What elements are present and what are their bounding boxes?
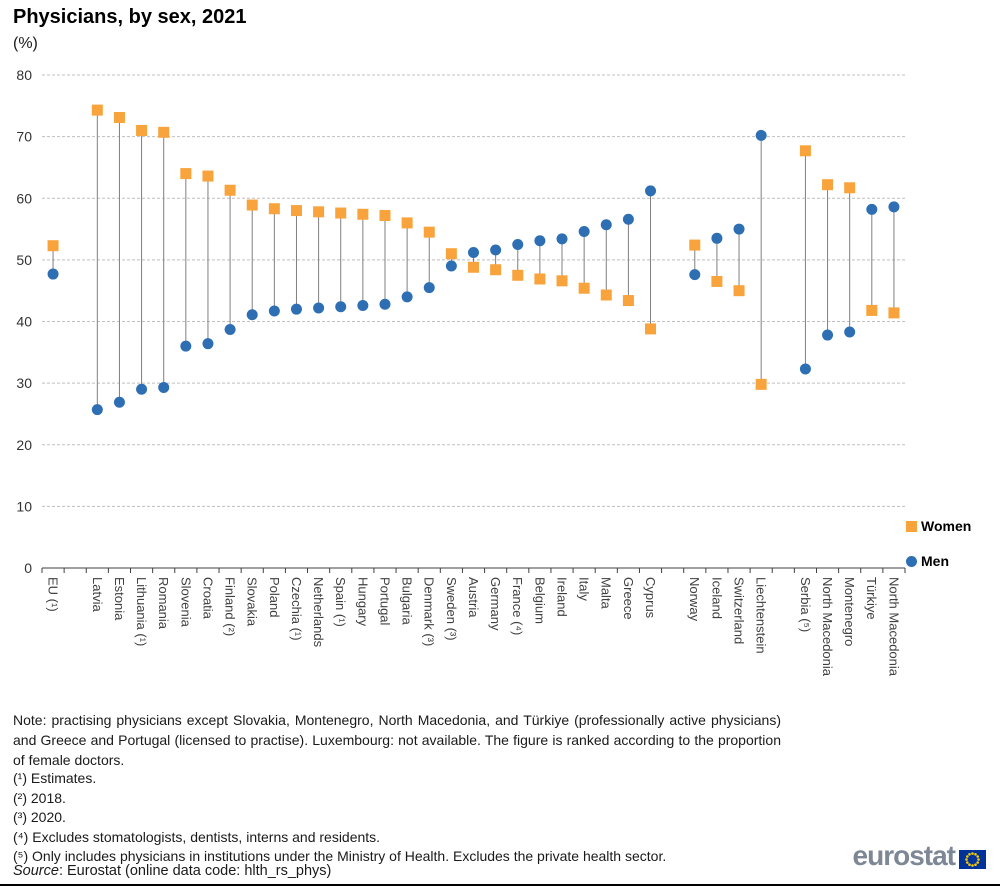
- men-marker: [468, 247, 479, 258]
- men-marker: [822, 330, 833, 341]
- eu-flag-icon: [959, 850, 986, 869]
- men-circle-icon: [906, 556, 917, 567]
- women-marker: [335, 208, 346, 219]
- women-marker: [180, 168, 191, 179]
- eu-flag-star: [966, 855, 969, 858]
- eu-flag-star: [968, 853, 971, 856]
- women-marker: [557, 275, 568, 286]
- men-marker: [711, 233, 722, 244]
- men-marker: [490, 245, 501, 256]
- x-axis-country-label: North Macedonia: [886, 577, 902, 676]
- y-axis-tick-label: 10: [16, 498, 32, 515]
- men-marker: [424, 282, 435, 293]
- men-marker: [623, 214, 634, 225]
- men-marker: [689, 269, 700, 280]
- eu-flag-star: [974, 863, 977, 866]
- source-text: : Eurostat (online data code: hlth_rs_phys): [58, 863, 332, 879]
- women-marker: [269, 203, 280, 214]
- women-marker: [689, 240, 700, 251]
- women-marker: [225, 185, 236, 196]
- y-axis-tick-label: 50: [16, 251, 32, 268]
- x-axis-country-label: Cyprus: [642, 577, 658, 619]
- men-marker: [734, 224, 745, 235]
- eu-flag-star: [965, 858, 968, 861]
- eu-flag-star: [971, 864, 974, 867]
- x-axis-country-label: Italy: [576, 577, 592, 601]
- men-marker: [92, 404, 103, 415]
- eurostat-logo: [853, 842, 986, 870]
- men-marker: [645, 185, 656, 196]
- men-marker: [534, 235, 545, 246]
- x-axis-country-label: Bulgaria: [399, 577, 415, 625]
- men-marker: [114, 397, 125, 408]
- eu-flag-star: [974, 853, 977, 856]
- eu-flag-star: [976, 855, 979, 858]
- women-marker: [379, 210, 390, 221]
- x-axis-country-label: Ireland: [554, 577, 570, 617]
- women-marker: [48, 240, 59, 251]
- men-marker: [402, 291, 413, 302]
- men-marker: [800, 363, 811, 374]
- women-marker: [446, 248, 457, 259]
- women-marker: [601, 290, 612, 301]
- x-axis-country-label: Croatia: [200, 577, 216, 619]
- legend-label-women: Women: [921, 518, 972, 534]
- women-marker: [711, 276, 722, 287]
- x-axis-country-label: Norway: [687, 577, 703, 622]
- men-marker: [844, 326, 855, 337]
- men-marker: [512, 239, 523, 250]
- men-marker: [557, 233, 568, 244]
- women-marker: [468, 262, 479, 273]
- women-marker: [844, 182, 855, 193]
- legend-label-men: Men: [921, 553, 949, 569]
- x-axis-country-label: Belgium: [532, 577, 548, 624]
- x-axis-country-label: North Macedonia: [820, 577, 836, 676]
- x-axis-country-label: Romania: [156, 577, 172, 630]
- x-axis-country-label: Türkiye: [864, 577, 880, 620]
- x-axis-country-label: Estonia: [111, 577, 127, 621]
- legend: [906, 518, 971, 588]
- eu-flag-star: [976, 861, 979, 864]
- x-axis-country-label: Switzerland: [731, 577, 747, 645]
- footnote-2: (²) 2018.: [13, 789, 66, 806]
- women-marker: [734, 285, 745, 296]
- footnote-5: (⁵) Only includes physicians in institutions under the Ministry of Health. Excludes the private health sector.: [13, 848, 667, 865]
- men-marker: [247, 309, 258, 320]
- men-marker: [446, 261, 457, 272]
- eu-flag-star: [971, 852, 974, 855]
- men-marker: [48, 269, 59, 280]
- x-axis-country-label: France (⁴): [510, 577, 526, 636]
- x-axis-country-label: Sweden (³): [443, 577, 459, 641]
- women-marker: [247, 200, 258, 211]
- x-axis-country-label: Poland: [266, 577, 282, 618]
- chart-title: Physicians, by sex, 2021: [13, 6, 247, 28]
- women-marker: [534, 273, 545, 284]
- men-marker: [225, 324, 236, 335]
- bottom-rule: [0, 884, 1000, 886]
- men-marker: [379, 299, 390, 310]
- men-marker: [202, 338, 213, 349]
- eu-flag-star: [977, 858, 980, 861]
- legend-item-men: [906, 553, 971, 569]
- women-marker: [490, 264, 501, 275]
- x-axis-country-label: Netherlands: [311, 577, 327, 648]
- x-axis-country-label: Greece: [620, 577, 636, 620]
- eu-flag-star: [968, 863, 971, 866]
- women-marker: [357, 209, 368, 220]
- x-axis-country-label: Austria: [465, 577, 481, 618]
- women-marker: [822, 179, 833, 190]
- footnote-4: (⁴) Excludes stomatologists, dentists, interns and residents.: [13, 828, 381, 845]
- women-marker: [136, 125, 147, 136]
- women-marker: [114, 112, 125, 123]
- women-marker: [756, 379, 767, 390]
- men-marker: [158, 382, 169, 393]
- women-marker: [424, 227, 435, 238]
- men-marker: [269, 306, 280, 317]
- women-marker: [512, 270, 523, 281]
- eu-flag-star: [966, 861, 969, 864]
- footnote-3: (³) 2020.: [13, 809, 66, 826]
- men-marker: [579, 226, 590, 237]
- men-marker: [291, 304, 302, 315]
- x-axis-country-label: Liechtenstein: [753, 577, 769, 654]
- women-marker: [402, 217, 413, 228]
- men-marker: [180, 341, 191, 352]
- women-marker: [291, 205, 302, 216]
- x-axis-country-label: Spain (¹): [333, 577, 349, 627]
- men-marker: [866, 204, 877, 215]
- men-marker: [888, 201, 899, 212]
- y-axis-tick-label: 60: [16, 190, 32, 207]
- footnotes: [13, 769, 863, 867]
- x-axis-country-label: Malta: [598, 577, 614, 609]
- note-text: Note: practising physicians except Slovakia, Montenegro, North Macedonia, and Türkiye (professionally active physicians) and Greece and Portugal (licensed to practise). Luxembourg: not available. The figure is ranked according to the proportion of female doctors.: [13, 712, 781, 768]
- men-marker: [357, 300, 368, 311]
- x-axis-country-label: Denmark (³): [421, 577, 437, 647]
- y-axis-tick-label: 40: [16, 313, 32, 330]
- y-axis-tick-label: 0: [24, 560, 32, 576]
- y-axis-tick-label: 80: [16, 67, 32, 83]
- x-axis-country-label: Slovakia: [244, 577, 260, 627]
- x-axis-country-label: Serbia (⁵): [797, 577, 813, 633]
- x-axis-country-label: Montenegro: [842, 577, 858, 647]
- x-axis-country-label: Portugal: [377, 577, 393, 626]
- y-axis-tick-label: 20: [16, 436, 32, 453]
- eurostat-logo-text: eurostat: [852, 840, 955, 871]
- chart-subtitle: (%): [13, 35, 38, 52]
- x-axis-country-label: Germany: [488, 577, 504, 631]
- x-axis-country-label: Iceland: [709, 577, 725, 619]
- source-line: [13, 863, 331, 879]
- men-marker: [601, 219, 612, 230]
- women-marker: [888, 307, 899, 318]
- y-axis-tick-label: 70: [16, 128, 32, 145]
- women-marker: [579, 283, 590, 294]
- women-marker: [623, 295, 634, 306]
- women-square-icon: [906, 521, 917, 532]
- footnote-1: (¹) Estimates.: [13, 770, 97, 786]
- y-axis-tick-label: 30: [16, 375, 32, 392]
- x-axis-country-label: Finland (²): [222, 577, 238, 637]
- x-axis-country-label: Czechia (¹): [288, 577, 304, 641]
- women-marker: [645, 323, 656, 334]
- source-label: Source: [13, 863, 59, 879]
- women-marker: [202, 171, 213, 182]
- x-axis-country-label: Hungary: [355, 577, 371, 627]
- x-axis-country-label: EU (¹): [45, 577, 61, 612]
- women-marker: [158, 127, 169, 138]
- women-marker: [800, 145, 811, 156]
- men-marker: [335, 301, 346, 312]
- men-marker: [313, 302, 324, 313]
- women-marker: [313, 206, 324, 217]
- women-marker: [866, 305, 877, 316]
- women-marker: [92, 105, 103, 116]
- men-marker: [756, 130, 767, 141]
- x-axis-country-label: Slovenia: [178, 577, 194, 627]
- men-marker: [136, 384, 147, 395]
- x-axis-country-label: Lithuania (¹): [134, 577, 150, 647]
- x-axis-country-label: Latvia: [89, 577, 105, 612]
- legend-item-women: [906, 518, 971, 534]
